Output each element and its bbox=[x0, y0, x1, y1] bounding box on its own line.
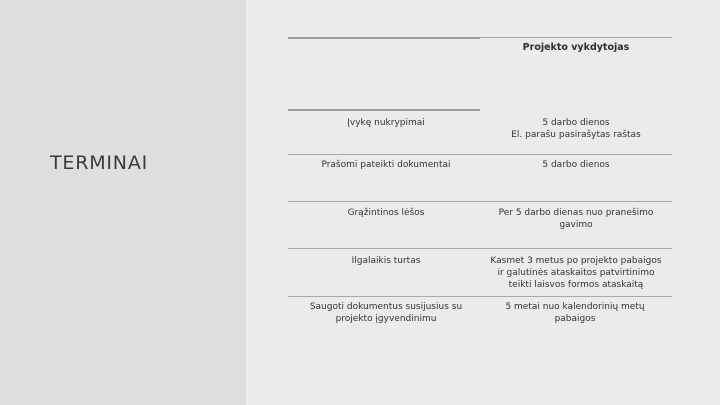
table-row-value: El. parašu pasirašytas raštas bbox=[511, 130, 641, 140]
header-bottom-rule bbox=[288, 109, 480, 111]
table-row-value: 5 darbo dienos bbox=[542, 160, 610, 170]
table-row-term: Ilgalaikis turtas bbox=[351, 256, 421, 266]
row-divider bbox=[288, 248, 672, 249]
table-row-value: 5 metai nuo kalendorinių metų pabaigos bbox=[505, 302, 645, 324]
slide-title: TERMINAI bbox=[50, 152, 149, 174]
table-top-rule-right bbox=[480, 37, 672, 38]
table-top-rule-left bbox=[288, 37, 480, 39]
row-divider bbox=[288, 201, 672, 202]
table-row-term: Įvykę nukrypimai bbox=[347, 118, 425, 128]
left-panel bbox=[0, 0, 246, 405]
table-row-value: Kasmet 3 metus po projekto pabaigos ir galutinės ataskaitos patvirtinimo teikti laisvos formos ataskaitą bbox=[490, 256, 662, 290]
column-header-projekto-vykdytojas: Projekto vykdytojas bbox=[522, 42, 630, 53]
table-row-term: Prašomi pateikti dokumentai bbox=[321, 160, 451, 170]
table-row-term: Saugoti dokumentus susijusius su projekto įgyvendinimu bbox=[309, 302, 463, 324]
row-divider bbox=[288, 296, 672, 297]
table-row-value: Per 5 darbo dienas nuo pranešimo gavimo bbox=[498, 208, 654, 230]
table-row-value: 5 darbo dienos bbox=[542, 118, 610, 128]
table-row-term: Grąžintinos lėšos bbox=[347, 208, 425, 218]
row-divider bbox=[288, 154, 672, 155]
